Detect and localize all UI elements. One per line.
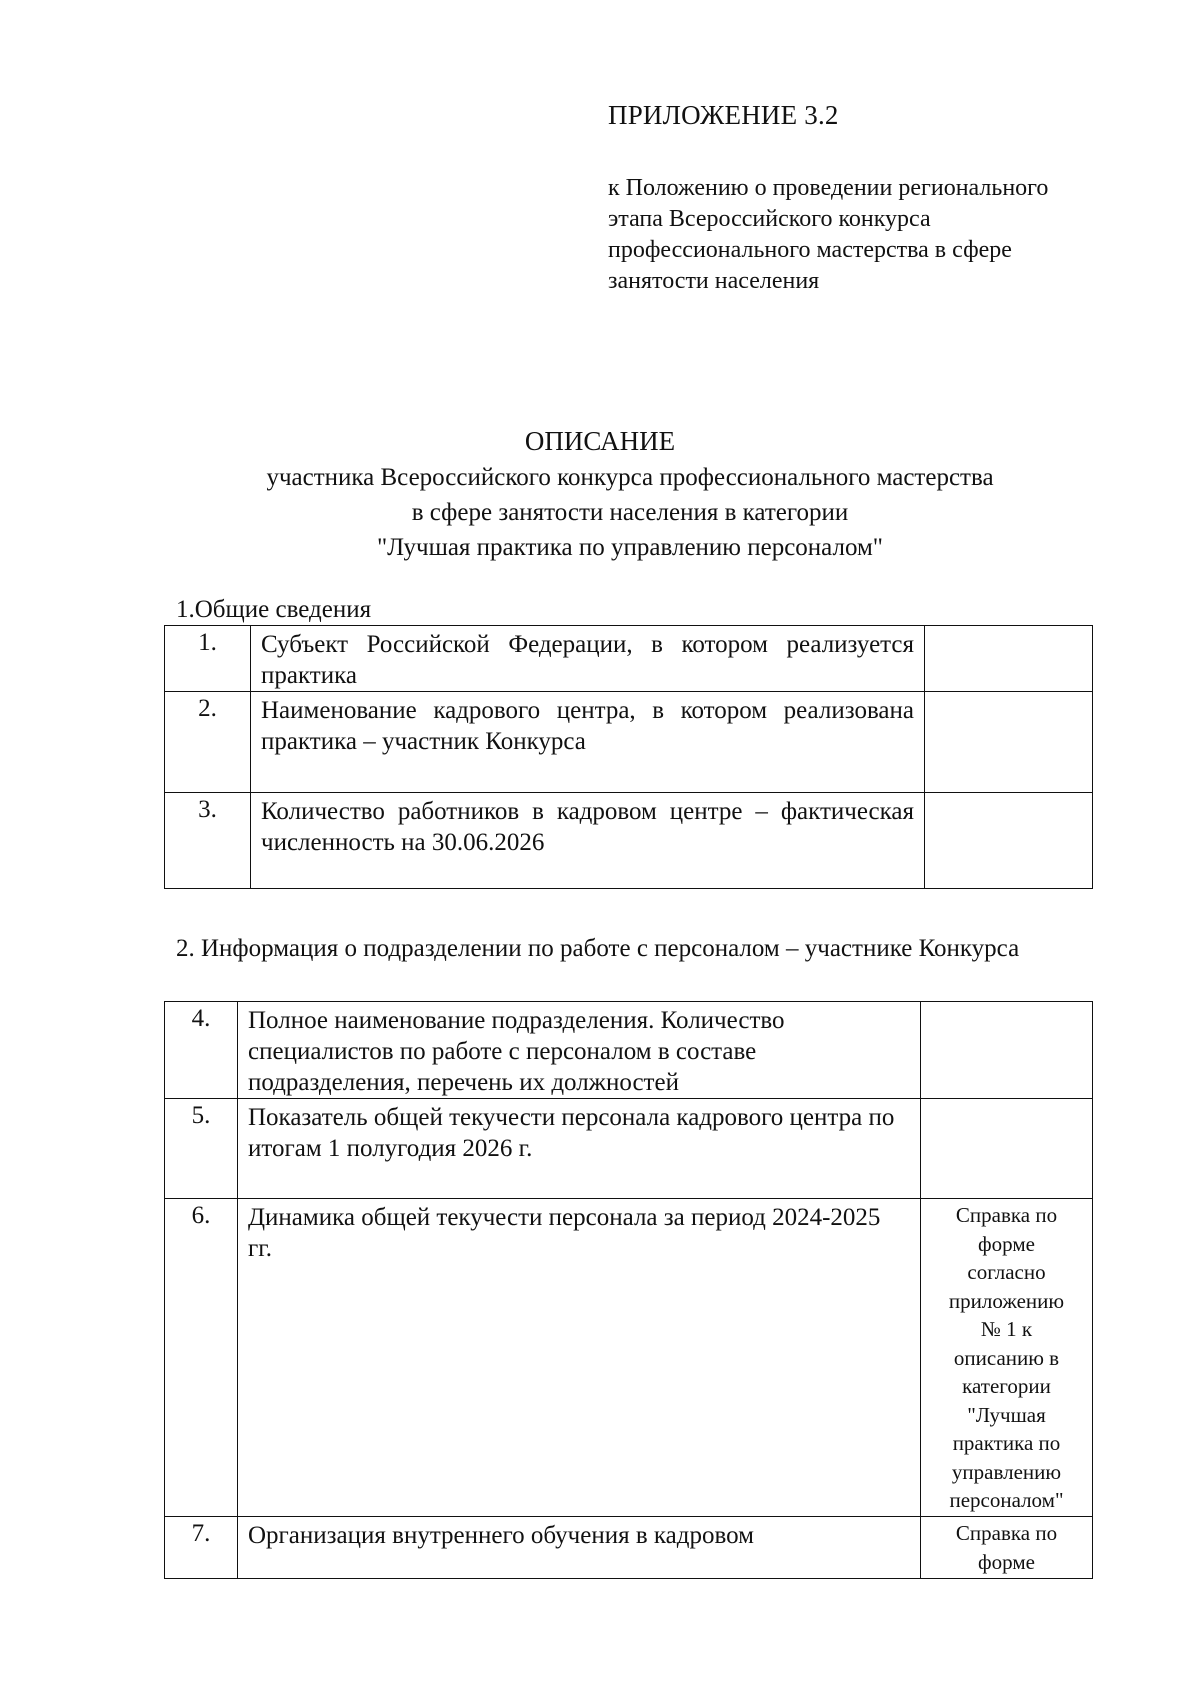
row-number: 7. <box>165 1517 238 1579</box>
row-description: Показатель общей текучести персонала кадрового центра по итогам 1 полугодия 2026 г. <box>238 1099 921 1199</box>
note-line: "Лучшая <box>967 1402 1046 1427</box>
document-subtitle-line: "Лучшая практика по управлению персоналом" <box>376 534 884 561</box>
note-line: № 1 к <box>980 1317 1033 1341</box>
note-line: описанию в <box>953 1345 1060 1370</box>
note-line: форме <box>978 1231 1035 1256</box>
row-number: 6. <box>165 1199 238 1517</box>
appendix-title: ПРИЛОЖЕНИЕ 3.2 <box>608 100 839 130</box>
table-row <box>165 1517 1093 1579</box>
row-note <box>921 1199 1093 1517</box>
table-row <box>165 1002 1093 1099</box>
row-description: Динамика общей текучести персонала за период 2024-2025 гг. <box>238 1199 921 1517</box>
row-value-cell <box>921 1099 1093 1199</box>
section2-table <box>164 1001 1093 1579</box>
note-line: практика по <box>952 1431 1061 1455</box>
row-note <box>921 1517 1093 1579</box>
note-line: Справка по <box>955 1203 1058 1227</box>
row-description: Субъект Российской Федерации, в котором реализуется практика <box>251 626 925 692</box>
table-row <box>165 793 1093 889</box>
row-number: 5. <box>165 1099 238 1199</box>
note-line: персоналом" <box>949 1488 1064 1512</box>
table-row <box>165 692 1093 793</box>
note-line: согласно <box>967 1260 1046 1284</box>
note-line: форме <box>978 1549 1035 1574</box>
row-number: 3. <box>165 793 251 889</box>
note-line: Справка по <box>955 1521 1058 1545</box>
table-row <box>165 1099 1093 1199</box>
row-number: 4. <box>165 1002 238 1099</box>
document-subtitle-line: участника Всероссийского конкурса профессионального мастерства <box>266 464 994 491</box>
appendix-reference <box>608 173 1128 297</box>
row-value-cell <box>921 1002 1093 1099</box>
row-description: Полное наименование подразделения. Количество специалистов по работе с персоналом в составе подразделения, перечень их должностей <box>238 1002 921 1099</box>
row-number: 2. <box>165 692 251 793</box>
appendix-reference-line: занятости населения <box>608 268 820 294</box>
note-line: категории <box>962 1374 1051 1398</box>
document-subtitle-line: в сфере занятости населения в категории <box>411 499 849 526</box>
note-line: управлению <box>951 1459 1062 1484</box>
row-value-cell <box>925 626 1093 692</box>
row-description: Наименование кадрового центра, в котором реализована практика – участник Конкурса <box>251 692 925 793</box>
table-row <box>165 626 1093 692</box>
section1-heading: 1.Общие сведения <box>176 596 372 623</box>
section1-table <box>164 625 1093 889</box>
document-subtitle <box>180 460 1080 565</box>
appendix-reference-line: этапа Всероссийского конкурса <box>608 206 931 232</box>
row-description: Количество работников в кадровом центре – фактическая численность на 30.06.2026 <box>251 793 925 889</box>
row-value-cell <box>925 793 1093 889</box>
appendix-reference-line: профессионального мастерства в сфере <box>608 237 1012 263</box>
row-number: 1. <box>165 626 251 692</box>
section2-heading: 2. Информация о подразделении по работе с персоналом – участнике Конкурса <box>176 935 1020 962</box>
document-title: ОПИСАНИЕ <box>524 426 676 456</box>
row-description: Организация внутреннего обучения в кадровом <box>238 1517 921 1579</box>
row-value-cell <box>925 692 1093 793</box>
table-row <box>165 1199 1093 1517</box>
note-line: приложению <box>948 1288 1065 1313</box>
appendix-reference-line: к Положению о проведении регионального <box>608 175 1049 201</box>
